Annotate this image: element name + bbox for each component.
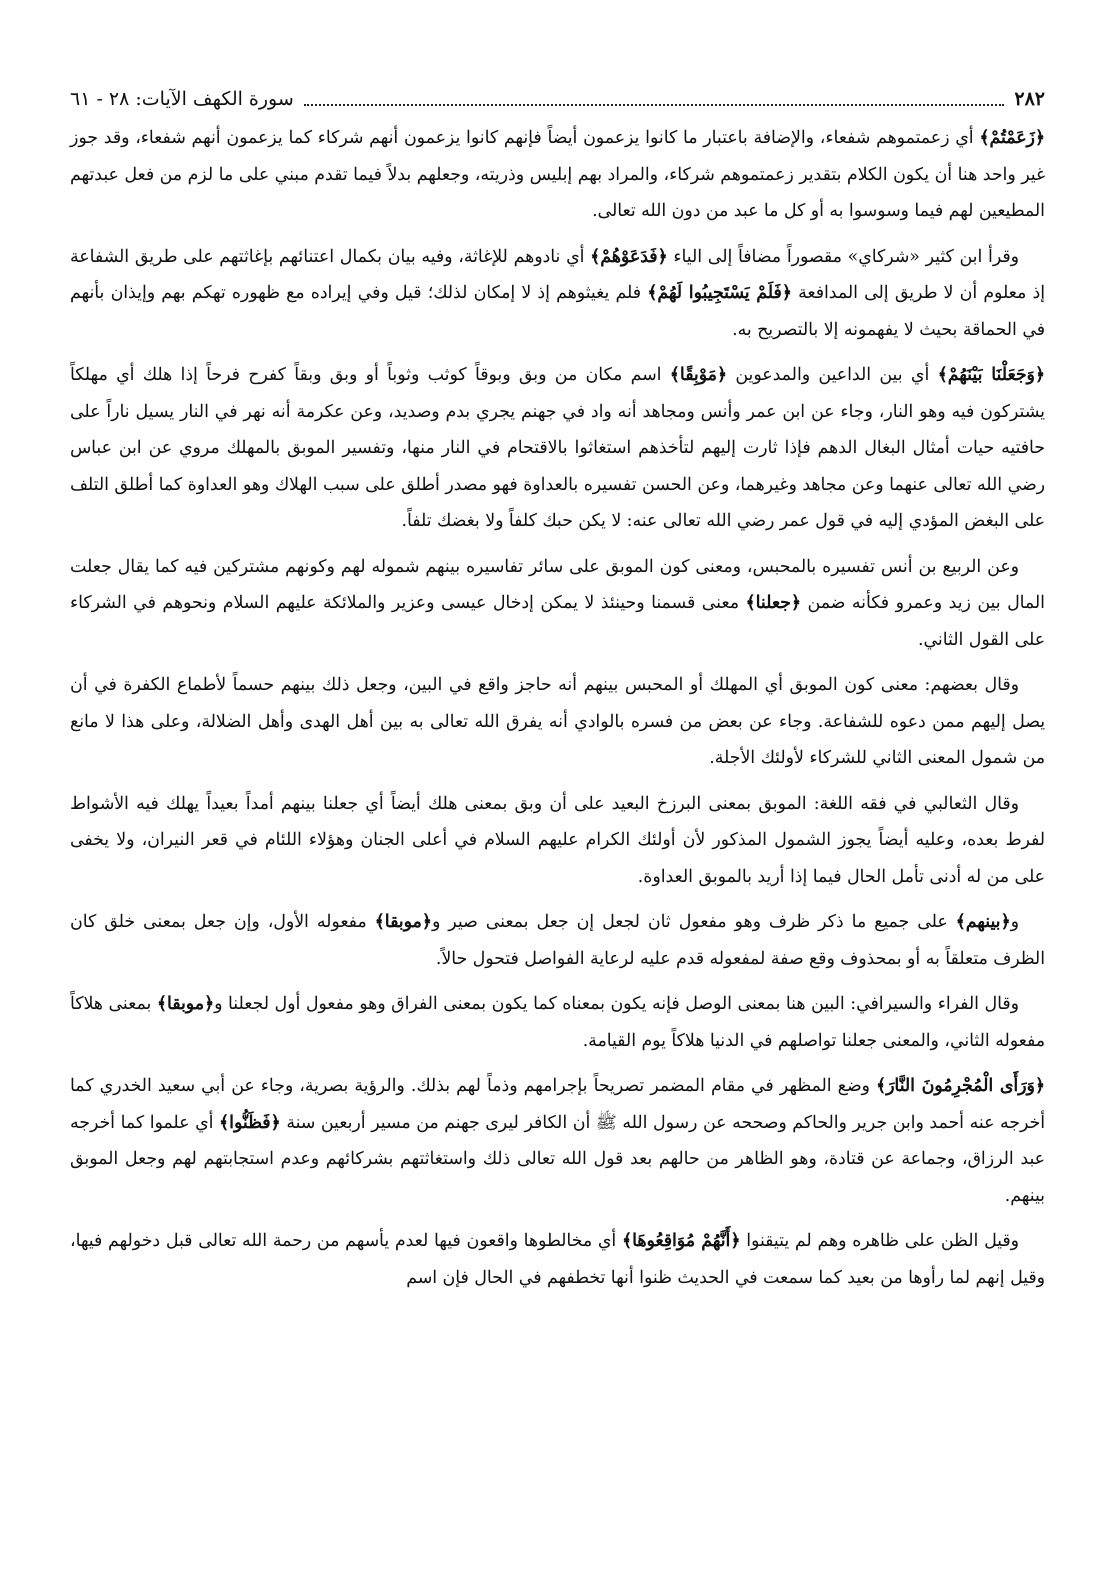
- quran-quote: ﴿وَجَعَلْنَا بَيْنَهُمْ﴾: [937, 365, 1045, 385]
- paragraph: [70, 986, 1045, 1059]
- book-page: [70, 82, 1045, 1305]
- paragraph-text: على جميع ما ذكر ظرف وهو مفعول ثان لجعل إن جعل بمعنى صير و: [431, 912, 956, 932]
- paragraph-text: وقال الثعالبي في فقه اللغة: الموبق بمعنى البرزخ البعيد على أن وبق بمعنى هلك أيضاً أي جعلنا بينهم أمداً بعيداً يهلك فيه الأشواط لفرط بعده، وعليه أيضاً يجوز الشمول المذكور لأن أولئك الكرام عليهم السلام في أعلى الجنان وهؤلاء اللئام في قعر النيران، ولا يخفى على من له أدنى تأمل الحال فيما إذا أريد بالموبق العداوة.: [70, 793, 1045, 887]
- quran-quote: ﴿وَرَأَى الْمُجْرِمُونَ النَّارَ﴾: [875, 1076, 1045, 1096]
- header-dotted-leader: [304, 92, 1005, 106]
- paragraph-text: وقرأ ابن كثير «شركاي» مقصوراً مضافاً إلى الياء: [667, 246, 1019, 267]
- paragraph: [70, 786, 1045, 896]
- paragraph-text: أي مخالطوها واقعون فيها لعدم يأسهم من رحمة الله تعالى قبل دخولهم فيها، وقيل إنهم لما رأوها من بعيد كما سمعت في الحديث ظنوا أنها تخطفهم في الحال فإن اسم: [70, 1231, 1045, 1288]
- paragraph-text: و: [1010, 912, 1019, 932]
- paragraph-text: اسم مكان من وبق وبوقاً كوثب وثوباً أو وبق وبقاً كفرح فرحاً إذا هلك أي مهلكاً يشتركون فيه وهو النار، وجاء عن ابن عمر وأنس ومجاهد أنه واد في جهنم يجري بدم وصديد، وعن عكرمة أنه نهر في النار يسيل ناراً على حافتيه حيات أمثال البغال الدهم فإذا ثارت إليهم لتأخذهم استغاثوا بالاقتحام في النار منها، وتفسير الموبق بالمهلك مروي عن ابن عباس رضي الله تعالى عنهما وعن مجاهد وغيرهما، وعن الحسن تفسيره بالعداوة فهو مصدر أطلق على سبب الهلاك وهو العداوة كما أطلق التلف على البغض المؤدي إليه في قول عمر رضي الله تعالى عنه: لا يكن حبك كلفاً ولا بغضك تلفاً.: [70, 365, 1045, 531]
- quran-quote: ﴿فَظَنُّوا﴾: [219, 1112, 281, 1133]
- paragraph-text: وعن الربيع بن أنس تفسيره بالمحبس، ومعنى كون الموبق على سائر تفاسيره بينهم شموله لهم وكونهم مشتركين فيه كما يقال جعلت المال بين زيد وعمرو فكأنه ضمن: [70, 556, 1045, 613]
- quran-quote: ﴿جعلنا﴾: [745, 593, 801, 613]
- page-body: [70, 120, 1045, 1296]
- paragraph-text: وقال الفراء والسيرافي: البين هنا بمعنى الوصل فإنه يكون بمعناه كما يكون بمعنى الفراق وهو مفعول أول لجعلنا و: [214, 994, 1019, 1014]
- quran-quote: ﴿زَعَمْتُمْ﴾: [979, 128, 1045, 148]
- paragraph: [70, 549, 1045, 659]
- paragraph-text: أي نادوهم للإغاثة، وفيه بيان بكمال اعتنائهم بإغاثتهم على طريق الشفاعة إذ معلوم أن لا طريق إلى المدافعة: [70, 246, 1045, 303]
- paragraph-text: فلم يغيثوهم إذ لا إمكان لذلك؛ قيل وفي إيراده مع ظهوره تهكم بهم وإيذان بأنهم في الحماقة بحيث لا يفهمونه إلا بالتصريح به.: [70, 283, 1045, 340]
- paragraph: [70, 1068, 1045, 1214]
- page-header: [70, 82, 1045, 116]
- paragraph-text: أي زعمتموهم شفعاء، والإضافة باعتبار ما كانوا يزعمون أيضاً فإنهم كانوا يزعمون أنهم شركاء كما يزعمون أنهم شفعاء، وقد جوز غير واحد هنا أن يكون الكلام بتقدير زعمتموهم شركاء، والمراد بهم إبليس وذريته، وجعلهم بدلاً فيما تقدم مبني على ما لزم من فعل عبدتهم المطيعين لهم فيما وسوسوا به أو كل ما عبد من دون الله تعالى.: [70, 128, 1045, 221]
- paragraph: [70, 667, 1045, 777]
- quran-quote: ﴿فَلَمْ يَسْتَجِيبُوا لَهُمْ﴾: [647, 283, 792, 303]
- quran-quote: ﴿فَدَعَوْهُمْ﴾: [590, 246, 668, 267]
- quran-quote: ﴿موبقا﴾: [374, 912, 432, 932]
- running-title: سورة الكهف الآيات: ٢٨ - ٦١: [70, 88, 294, 110]
- paragraph: [70, 1223, 1045, 1296]
- page-number: ٢٨٢: [1014, 88, 1045, 110]
- quran-quote: ﴿موبقا﴾: [156, 994, 215, 1014]
- paragraph-text: أي علموا كما أخرجه عبد الرزاق، وجماعة عن قتادة، وهو الظاهر من حالهم بعد قول الله تعالى ذلك واستغاثتهم بشركائهم وعدم استجابتهم لهم وجعل الموبق بينهم.: [70, 1112, 1045, 1206]
- paragraph: [70, 357, 1045, 540]
- paragraph-text: وقال بعضهم: معنى كون الموبق أي المهلك أو المحبس بينهم أنه حاجز واقع في البين، وجعل ذلك بينهم حسماً لأطماع الكفرة في أن يصل إليهم ممن دعوه للشفاعة. وجاء عن بعض من فسره بالوادي أنه يفرق الله تعالى به بين أهل الهدى وأهل الضلالة، وعلى هذا لا مانع من شمول المعنى الثاني للشركاء لأولئك الأجلة.: [70, 675, 1045, 768]
- quran-quote: ﴿مَوْبِقًا﴾: [669, 365, 728, 385]
- paragraph-text: أي بين الداعين والمدعوين: [727, 365, 938, 385]
- quran-quote: ﴿أَنَّهُمْ مُوَاقِعُوهَا﴾: [621, 1231, 741, 1251]
- paragraph-text: وقيل الظن على ظاهره وهم لم يتيقنوا: [740, 1231, 1019, 1251]
- quran-quote: ﴿بينهم﴾: [955, 912, 1011, 932]
- paragraph-text: بمعنى هلاكاً مفعوله الثاني، والمعنى جعلنا تواصلهم في الدنيا هلاكاً يوم القيامة.: [70, 994, 1045, 1051]
- paragraph: [70, 904, 1045, 977]
- paragraph-text: وضع المظهر في مقام المضمر تصريحاً بإجرامهم وذماً لهم بذلك. والرؤية بصرية، وجاء عن أبي سعيد الخدري كما أخرجه عنه أحمد وابن جرير والحاكم وصححه عن رسول الله ﷺ أن الكافر ليرى جهنم من مسير أربعين سنة: [70, 1076, 1045, 1133]
- paragraph-text: مفعوله الأول، وإن جعل بمعنى خلق كان الظرف متعلقاً به أو بمحذوف وقع صفة لمفعوله قدم عليه لرعاية الفواصل فتحول حالاً.: [70, 912, 1045, 969]
- paragraph-text: معنى قسمنا وحينئذ لا يمكن إدخال عيسى وعزير والملائكة عليهم السلام ونحوهم في الشركاء على القول الثاني.: [70, 593, 1045, 650]
- paragraph: [70, 239, 1045, 349]
- paragraph: [70, 120, 1045, 230]
